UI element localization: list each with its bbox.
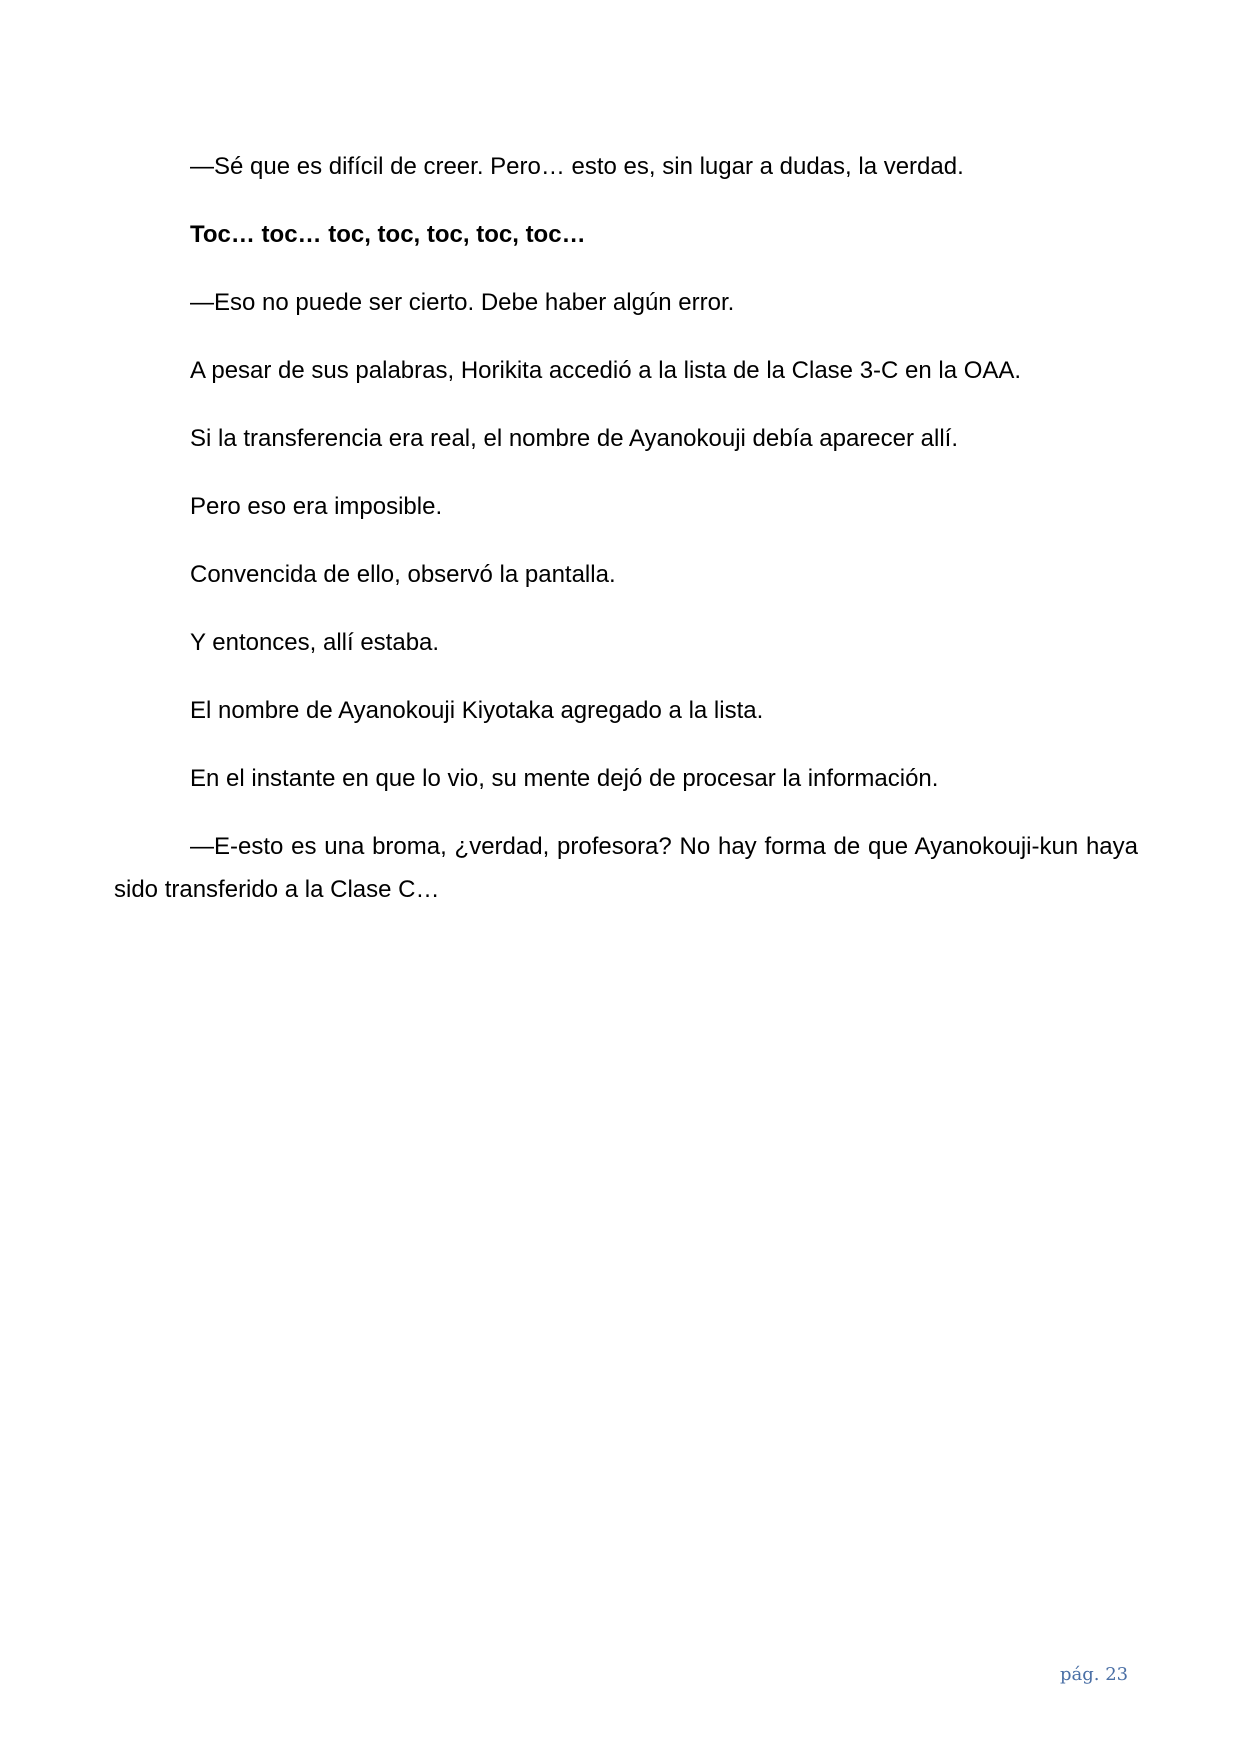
paragraph: A pesar de sus palabras, Horikita accedió a la lista de la Clase 3-C en la OAA. bbox=[190, 357, 1022, 384]
paragraph: Si la transferencia era real, el nombre de Ayanokouji debía aparecer allí. bbox=[190, 425, 959, 452]
page-number: pág. 23 bbox=[1060, 1664, 1129, 1685]
paragraph: —Sé que es difícil de creer. Pero… esto es, sin lugar a dudas, la verdad. bbox=[190, 153, 964, 180]
paragraph: Y entonces, allí estaba. bbox=[190, 629, 440, 656]
paragraph: —Eso no puede ser cierto. Debe haber algún error. bbox=[190, 289, 735, 316]
paragraph-bold: Toc… toc… toc, toc, toc, toc, toc… bbox=[190, 221, 586, 248]
paragraph: Pero eso era imposible. bbox=[190, 493, 443, 520]
paragraph: En el instante en que lo vio, su mente dejó de procesar la información. bbox=[190, 765, 939, 792]
paragraph: El nombre de Ayanokouji Kiyotaka agregado a la lista. bbox=[190, 697, 764, 724]
text-body bbox=[114, 145, 1138, 936]
paragraph: —E-esto es una broma, ¿verdad, profesora? No hay forma de que Ayanokouji-kun haya sido transferido a la Clase C… bbox=[114, 833, 1138, 903]
paragraph: Convencida de ello, observó la pantalla. bbox=[190, 561, 616, 588]
